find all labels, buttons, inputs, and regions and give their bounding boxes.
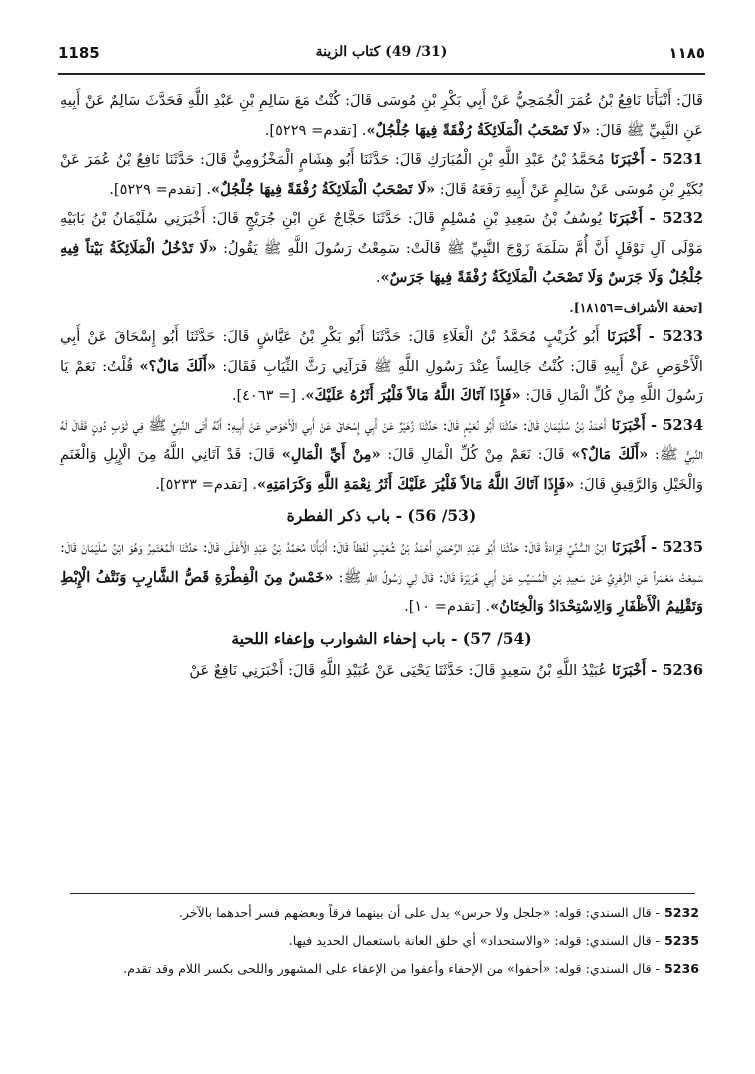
narration-text: . [تقدم= ١٠]. [404, 598, 491, 615]
narration-text: . [تقدم= ٥٢٢٩]. [264, 121, 367, 139]
prophetic-saying: «فَإِذَا آتَاكَ اللَّهُ مَالاً فَلْيُرَ عَلَيْكَ أَثَرُ نِعْمَةِ اللَّهِ وَكَرَامَتِهِ» [256, 475, 575, 493]
section-heading [60, 622, 703, 656]
narration-text: . [تقدم= ٥٢٣٣]. [155, 475, 257, 493]
prophetic-saying: «لَا تَصْحَبُ الْمَلَائِكَةُ رُفْقَةً فِيهَا جُلْجُلٌ» [210, 180, 436, 198]
narration-text: أَحْمَدُ بْنُ سُلَيْمَانَ قَالَ: حَدَّثَنَا أَبُو نُعَيْمٍ قَالَ: حَدَّثَنَا زُهَيْرٌ عَنْ أَبِي إِسْحَاقَ عَنْ أَبِي الْأَحْوَصِ عَنْ أَبِيهِ: أَنَّهُ أَتَى النَّبِيَّ ﷺ فِي ثَوْبٍ دُونٍ فَقَالَ لَهُ النَّبِيُّ ﷺ: [60, 416, 704, 463]
hadith-text-body [60, 86, 703, 685]
narration-text: قَالَ: نَعَمْ مِنْ كُلِّ الْمَالِ قَالَ: [380, 446, 572, 463]
narration-text: (53/ 56) - باب ذكر الفطرة [286, 506, 477, 525]
footnote-text: - قال السندي: قوله: «أحفوا» من الإحفاء وأعفوا من الإعفاء على المشهور واللحى بكسر اللام وقد تقدم. [123, 961, 664, 976]
prophetic-saying: «أَلَكَ مَالٌ؟» [139, 357, 217, 375]
footnote [72, 956, 699, 981]
prophetic-saying: «فَإِذَا آتَاكَ اللَّهُ مَالاً فَلْيُرَ أَثَرُهُ عَلَيْكَ» [305, 387, 521, 404]
narration-text: . [= ٤٠٦٣]. [231, 387, 306, 404]
narration-text: . [تقدم= ٥٢٢٩]. [109, 180, 211, 198]
running-title: (31/ 49) كتاب الزينة [315, 44, 448, 60]
narration-text: عُبَيْدُ اللَّهِ بْنُ سَعِيدٍ قَالَ: حَدَّثَنَا يَحْيَى عَنْ عُبَيْدِ اللَّهِ قَالَ: أَخْبَرَنِي نَافِعٌ عَنْ [189, 661, 608, 679]
narration-text: قُلْتُ: نَعَمْ يَا رَسُولَ اللَّهِ مِنْ كُلِّ الْمَالِ قَالَ: [60, 357, 703, 404]
hadith-number: 5234 - أَخْبَرَنَا [606, 416, 704, 434]
page-number-arabic: ١١٨٥ [668, 44, 705, 62]
footnote-number: 5232 [663, 905, 699, 920]
narration-text: ابْنُ السُّنِّيِّ قِرَاءَةً قَالَ: حَدَّثَنَا أَبُو عَبْدِ الرَّحْمَنِ أَحْمَدُ بْنُ شُعَيْبٍ لَفْظاً قَالَ: أَنْبَأَنَا مُحَمَّدُ بْنُ عَبْدِ الْأَعْلَى قَالَ: حَدَّثَنَا الْمُعْتَمِرُ وَهُوَ ابْنُ سُلَيْمَانَ قَالَ: سَمِعْتُ مَعْمَراً عَنِ الزُّهْرِيِّ عَنْ سَعِيدِ بْنِ الْمُسَيِّبِ عَنْ أَبِي هُرَيْرَةَ قَالَ: قَالَ لِي رَسُولُ اللَّهِ ﷺ: [60, 539, 703, 586]
page-number-latin: 1185 [58, 44, 100, 62]
narration-text: أَبُو كُرَيْبٍ مُحَمَّدُ بْنُ الْعَلَاءِ قَالَ: حَدَّثَنَا أَبُو بَكْرِ بْنُ عَيَّاشٍ قَالَ: حَدَّثَنَا أَبُو إِسْحَاقَ عَنْ أَبِي الْأَحْوَصِ عَنْ أَبِيهِ قَالَ: كُنْتُ جَالِساً عِنْدَ رَسُولِ اللَّهِ ﷺ فَرَآنِي رَثَّ الثِّيَابِ فَقَالَ: [60, 328, 703, 375]
narration-text: يُوسُفُ بْنُ سَعِيدِ بْنِ مُسْلِمٍ قَالَ: حَدَّثَنَا حَجَّاجٌ عَنِ ابْنِ جُرَيْجٍ قَالَ: أَخْبَرَنِي سُلَيْمَانُ بْنُ بَابَيْهِ مَوْلَى آلِ نَوْفَلٍ أَنَّ أُمَّ سَلَمَةَ زَوْجَ النَّبِيِّ ﷺ قَالَتْ: سَمِعْتُ رَسُولَ اللَّهِ ﷺ يَقُولُ: [60, 210, 703, 257]
prophetic-saying: «مِنْ أَيِّ الْمَالِ» [281, 446, 381, 463]
hadith-number: 5232 - أَخْبَرَنَا [602, 210, 703, 227]
hadith-paragraph [60, 411, 703, 500]
hadith-number: 5236 - أَخْبَرَنَا [607, 661, 703, 679]
narration-text: . [375, 269, 381, 286]
hadith-paragraph [60, 533, 703, 622]
footnote-number: 5235 [663, 933, 699, 948]
hadith-paragraph [60, 145, 703, 204]
narration-text: مُحَمَّدُ بْنُ عَبْدِ اللَّهِ بْنِ الْمُبَارَكِ قَالَ: حَدَّثَنَا أَبُو هِشَامٍ الْمَخْزُومِيُّ قَالَ: حَدَّثَنَا نَافِعُ بْنُ عُمَرَ عَنْ بُكَيْرِ بْنِ مُوسَى عَنْ سَالِمٍ عَنْ أَبِيهِ رَفَعَهُ قَالَ: [60, 151, 703, 198]
page-header [58, 44, 705, 70]
prophetic-saying: «لَا تَصْحَبُ الْمَلَائِكَةُ رُفْقَةً فِيهَا جُلْجُلٌ» [366, 121, 591, 139]
hadith-paragraph [60, 656, 703, 686]
hadith-number: 5231 - أَخْبَرَنَا [604, 151, 703, 168]
header-rule [58, 73, 705, 75]
footnote-text: - قال السندي: قوله: «جلجل ولا حرس» يدل على أن بينهما فرقاً وبعضهم فسر أحدهما بالآخر. [178, 905, 664, 920]
footnote-text: - قال السندي: قوله: «والاستحداد» أي حلق العانة باستعمال الحديد فيها. [288, 933, 664, 948]
footnotes-section [72, 900, 699, 984]
footnote-number: 5236 [663, 961, 699, 976]
prophetic-saying: «أَلَكَ مَالٌ؟» [571, 446, 649, 463]
narration-text: (54/ 57) - باب إحفاء الشوارب وإعفاء اللحية [231, 628, 532, 648]
footnote-rule [70, 893, 695, 894]
footnote [72, 900, 699, 925]
section-heading [60, 499, 703, 533]
hadith-paragraph [60, 204, 703, 293]
hadith-paragraph [60, 86, 703, 145]
narration-text: قَالَ: قَدْ آتَانِي اللَّهُ مِنَ الْإِبِلِ وَالْغَنَمِ وَالْخَيْلِ وَالرَّقِيقِ قَالَ: [60, 446, 703, 493]
narration-text: [تحفة الأشراف=١٨١٥٦]. [569, 299, 703, 315]
hadith-number: 5233 - أَخْبَرَنَا [599, 328, 704, 345]
prophetic-saying: «لَا تَدْخُلُ الْمَلَائِكَةُ بَيْتاً فِيهِ جُلْجُلٌ وَلَا جَرَسٌ وَلَا تَصْحَبُ الْمَلَائِكَةُ رُفْقَةً فِيهَا جَرَسٌ» [60, 239, 703, 286]
reference-note [60, 293, 703, 323]
hadith-number: 5235 - أَخْبَرَنَا [606, 539, 703, 556]
prophetic-saying: «خَمْسٌ مِنَ الْفِطْرَةِ قَصُّ الشَّارِبِ وَنَتْفُ الْإِبْطِ وَتَقْلِيمُ الْأَظْفَارِ وَالِاسْتِحْدَادُ وَالْخِتَانُ» [60, 568, 703, 615]
narration-text: قَالَ: أَنْبَأَنَا نَافِعُ بْنُ عُمَرَ الْجُمَحِيُّ عَنْ أَبِي بَكْرِ بْنِ مُوسَى قَالَ: كُنْتُ مَعَ سَالِمِ بْنِ عَبْدِ اللَّهِ فَحَدَّثَ سَالِمٌ عَنْ أَبِيهِ عَنِ النَّبِيِّ ﷺ قَالَ: [60, 92, 703, 139]
footnote [72, 928, 699, 953]
hadith-paragraph [60, 322, 703, 411]
